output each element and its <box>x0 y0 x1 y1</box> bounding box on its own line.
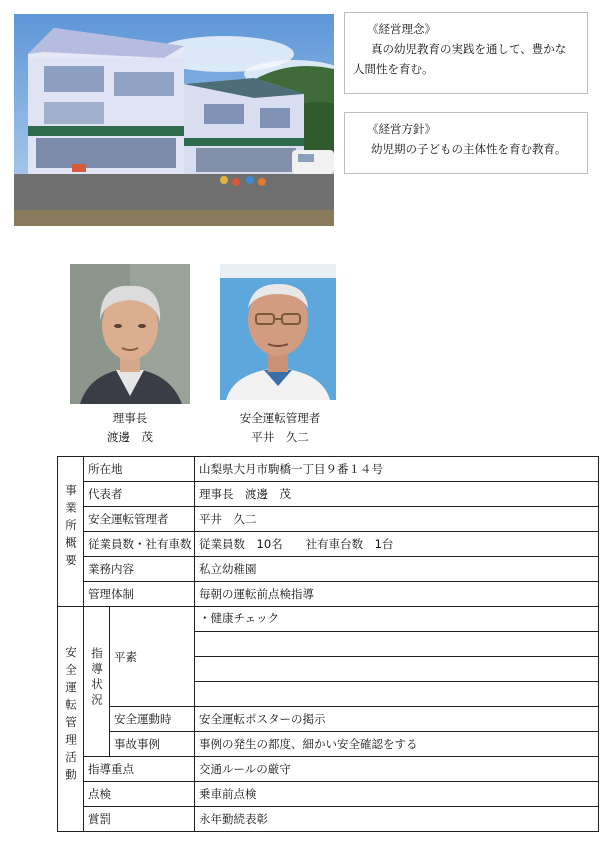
safety-manager-role: 安全運転管理者 <box>239 411 321 425</box>
representative-value: 理事長 渡邊 茂 <box>195 482 599 507</box>
chairman-name: 渡邊 茂 <box>107 430 153 444</box>
business-value: 私立幼稚園 <box>195 557 599 582</box>
reward-label: 賞罰 <box>84 807 195 832</box>
table-row <box>58 732 599 757</box>
chairman-caption <box>70 409 190 447</box>
philosophy-line2: 人間性を育む。 <box>353 62 434 76</box>
table-row <box>58 507 599 532</box>
table-row <box>58 557 599 582</box>
shido-jokyo-label: 指導状況 <box>84 607 110 757</box>
section-anzen-unten-kanri: 安全運転管理活動 <box>58 607 84 832</box>
policy-heading: 《経営方針》 <box>367 122 436 136</box>
inspection-label: 点検 <box>84 782 195 807</box>
heiso-label: 平素 <box>110 607 195 707</box>
policy-box <box>344 112 588 174</box>
staff-count-value: 従業員数 10名 社有車台数 1台 <box>195 532 599 557</box>
table-row <box>58 707 599 732</box>
table-row <box>58 582 599 607</box>
philosophy-heading: 《経営理念》 <box>367 22 436 36</box>
management-value: 毎朝の運転前点検指導 <box>195 582 599 607</box>
table-row <box>58 782 599 807</box>
table-row <box>58 532 599 557</box>
table-row <box>58 807 599 832</box>
inspection-value: 乗車前点検 <box>195 782 599 807</box>
philosophy-box <box>344 12 588 94</box>
table-row <box>58 482 599 507</box>
table-row <box>58 607 599 632</box>
table-row <box>58 457 599 482</box>
safety-manager-label: 安全運転管理者 <box>84 507 195 532</box>
kindergarten-building-photo <box>14 14 334 226</box>
focus-label: 指導重点 <box>84 757 195 782</box>
heiso-blank <box>195 632 599 657</box>
accident-case-value: 事例の発生の都度、細かい安全確認をする <box>195 732 599 757</box>
chairman-role: 理事長 <box>112 411 148 425</box>
representative-label: 代表者 <box>84 482 195 507</box>
heiso-value: ・健康チェック <box>195 607 599 632</box>
safety-manager-portrait <box>220 264 336 400</box>
section-jigyosho-gaiyo: 事業所概要 <box>58 457 84 607</box>
business-label: 業務内容 <box>84 557 195 582</box>
heiso-blank <box>195 657 599 682</box>
management-label: 管理体制 <box>84 582 195 607</box>
address-value: 山梨県大月市駒橋一丁目９番１４号 <box>195 457 599 482</box>
safety-manager-name: 平井 久二 <box>251 430 309 444</box>
heiso-blank <box>195 682 599 707</box>
table-row <box>58 757 599 782</box>
safety-manager-value: 平井 久二 <box>195 507 599 532</box>
driving-campaign-label: 安全運動時 <box>110 707 195 732</box>
reward-value: 永年勤続表彰 <box>195 807 599 832</box>
accident-case-label: 事故事例 <box>110 732 195 757</box>
policy-body: 幼児期の子どもの主体性を育む教育。 <box>371 142 567 156</box>
address-label: 所在地 <box>84 457 195 482</box>
business-info-table <box>57 456 599 832</box>
philosophy-line1: 真の幼児教育の実践を通して、豊かな <box>371 42 567 56</box>
driving-campaign-value: 安全運転ポスターの掲示 <box>195 707 599 732</box>
chairman-portrait <box>70 264 190 404</box>
focus-value: 交通ルールの厳守 <box>195 757 599 782</box>
staff-count-label: 従業員数・社有車数 <box>84 532 195 557</box>
safety-manager-caption <box>210 409 350 447</box>
